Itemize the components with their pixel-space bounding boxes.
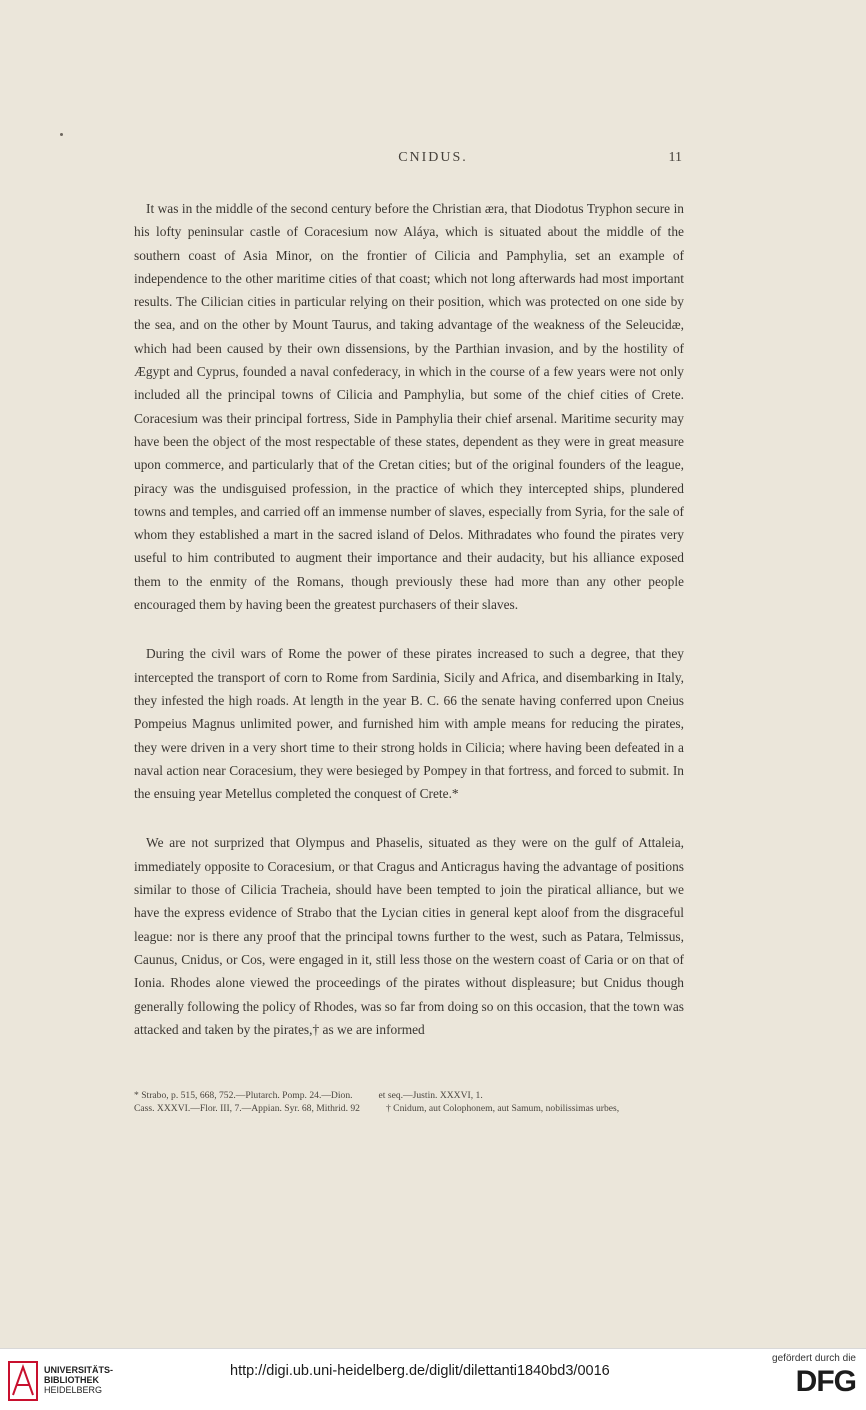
footnote-2-right: † Cnidum, aut Colophonem, aut Samum, nobilissimas urbes, <box>385 1103 620 1114</box>
page-speck <box>60 133 63 136</box>
page-header <box>0 150 866 174</box>
page-number: 11 <box>668 150 682 165</box>
footnote-2-left: Cass. XXXVI.—Flor. III, 7.—Appian. Syr. 68, Mithrid. 92 <box>134 1103 360 1114</box>
footnote-line-1 <box>134 1089 694 1102</box>
footnotes <box>134 1089 694 1115</box>
library-line-1: UNIVERSITÄTS- <box>44 1365 114 1375</box>
dfg-credit[interactable] <box>746 1353 856 1407</box>
university-library-logo[interactable] <box>8 1361 148 1401</box>
library-name <box>44 1365 113 1395</box>
paragraph-1: It was in the middle of the second century before the Christian æra, that Diodotus Tryphon secure in his lofty peninsular castle of Coracesium now Aláya, which is situated about the middle of the southern coast of Asia Minor, on the frontier of Cilicia and Pamphylia, set an example of independence to the other maritime cities of that coast; which not long afterwards had most important results. The Cilician cities in particular relying on their position, which was protected on one side by the sea, and on the other by Mount Taurus, and taking advantage of the weakness of the Seleucidæ, which had been caused by their own dissensions, by the Parthian invasion, and by the hostility of Ægypt and Cyprus, founded a naval confederacy, in which in the course of a few years were not only included all the principal towns of Cilicia and Pamphylia, but some of the chief cities of Crete. Coracesium was their principal fortress, Side in Pamphylia their chief arsenal. Maritime security may have been the object of the most respectable of these states, dependent as they were in great measure upon commerce, and particularly that of the Cretan cities; but of the original founders of the league, piracy was the undisguised profession, in the practice of which they intercepted ships, plundered towns and temples, and carried off an immense number of slaves, especially from Syria, for the sale of whom they established a mart in the sacred island of Delos. Mithradates who found the pirates very useful to him contributed to augment their importance and their audacity, but his alliance exposed them to the enmity of the Romans, though previously these had more than any other people encouraged them by having been the greatest purchasers of their slaves. <box>134 201 684 613</box>
funding-caption: gefördert durch die <box>772 1353 856 1364</box>
paragraph-2: During the civil wars of Rome the power of these pirates increased to such a degree, that they intercepted the transport of corn to Rome from Sardinia, Sicily and Africa, and disembarking in Italy, they infested the high roads. At length in the year B. C. 66 the senate having conferred upon Cneius Pompeius Magnus unlimited power, and furnished him with ample means for reducing the pirates, they were driven in a very short time to their strong holds in Cilicia; where having been defeated in a naval action near Coracesium, they were besieged by Pompey in that fortress, and forced to submit. In the ensuing year Metellus completed the conquest of Crete.* <box>134 646 684 802</box>
footnote-line-2 <box>134 1102 694 1115</box>
footnote-1-left: * Strabo, p. 515, 668, 752.—Plutarch. Pomp. 24.—Dion. <box>134 1090 353 1101</box>
library-emblem-icon <box>8 1361 38 1401</box>
digitization-footer <box>0 1348 866 1410</box>
paragraph-3: We are not surprized that Olympus and Phaselis, situated as they were on the gulf of Attaleia, immediately opposite to Coracesium, or that Cragus and Anticragus having the advantage of positions similar to those of Cilicia Tracheia, should have been tempted to join the piratical alliance, but we have the express evidence of Strabo that the Lycian cities in general kept aloof from the disgraceful league: nor is there any proof that the principal towns further to the west, such as Patara, Telmissus, Caunus, Cnidus, or Cos, were engaged in it, still less those on the western coast of Caria or on that of Ionia. Rhodes alone viewed the proceedings of the pirates without displeasure; but Cnidus though generally following the policy of Rhodes, was so far from doing so on this occasion, that the town was attacked and taken by the pirates,† as we are informed <box>134 835 684 1037</box>
permalink-url[interactable]: http://digi.ub.uni-heidelberg.de/diglit/dilettanti1840bd3/0016 <box>230 1363 610 1379</box>
dfg-logo: DFG <box>795 1365 856 1398</box>
body-text <box>134 197 684 1067</box>
library-line-3: HEIDELBERG <box>44 1385 103 1395</box>
footnote-1-right: et seq.—Justin. XXXVI, 1. <box>378 1090 483 1101</box>
running-title: CNIDUS. <box>398 150 468 165</box>
library-line-2: BIBLIOTHEK <box>44 1375 99 1385</box>
